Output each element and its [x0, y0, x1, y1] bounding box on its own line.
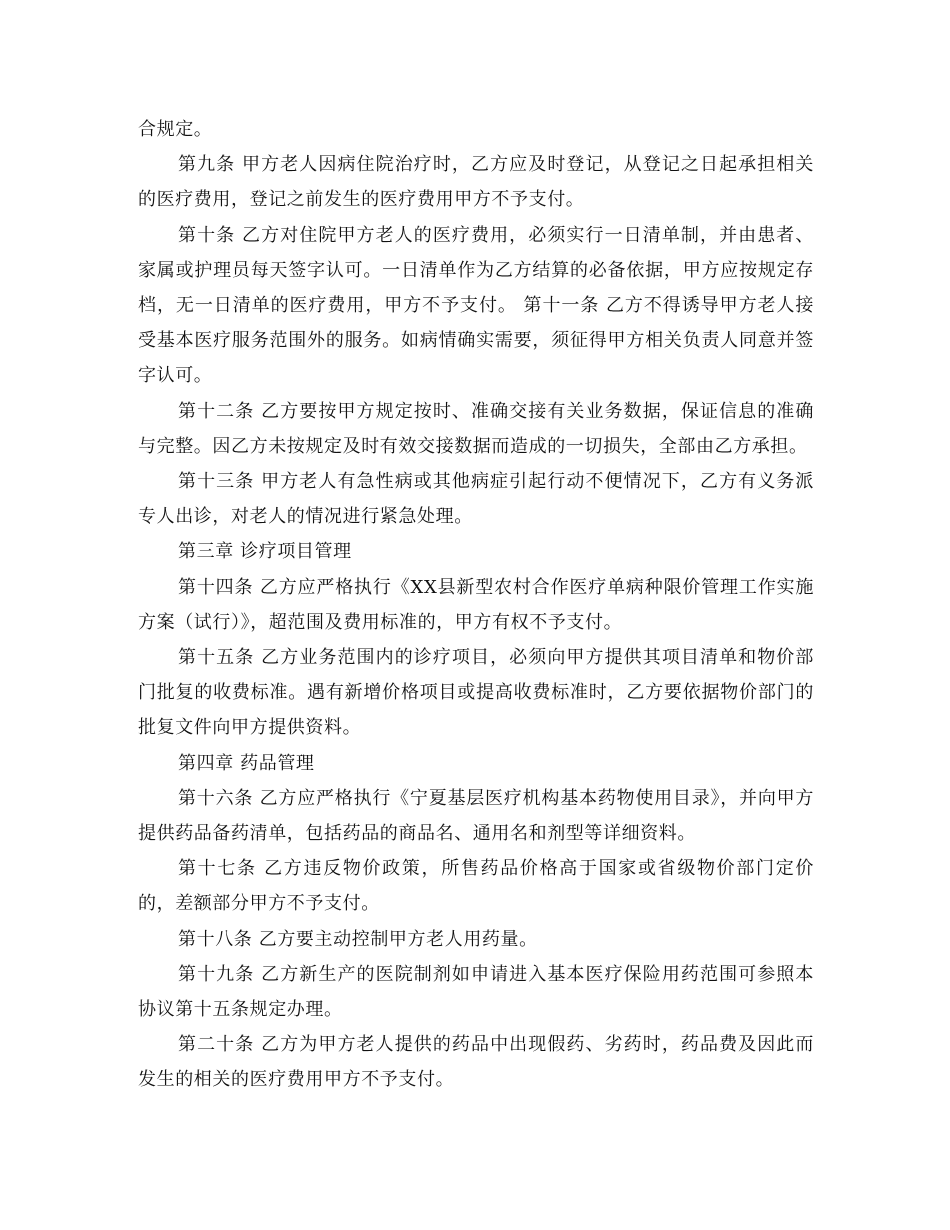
article-18: 第十八条 乙方要主动控制甲方老人用药量。	[178, 928, 538, 950]
article-14: 第十四条 乙方应严格执行《XX县新型农村合作医疗单病种限价管理工作实施方案（试行）》，超范围及费用标准的，甲方有权不予支付。	[138, 576, 814, 633]
paragraph-continuation: 合规定。	[138, 119, 213, 140]
article-10-11: 第十条 乙方对住院甲方老人的医疗费用，必须实行一日清单制，并由患者、家属或护理员每天签字认可。一日清单作为乙方结算的必备依据，甲方应按规定存档，无一日清单的医疗费用，甲方不予支付。 第十一条 乙方不得诱导甲方老人接受基本医疗服务范围外的服务。如病情确实需要，须征得甲方相关负责人同意并签字认可。	[138, 224, 814, 387]
chapter-4-heading: 第四章 药品管理	[178, 752, 315, 774]
article-17: 第十七条 乙方违反物价政策，所售药品价格高于国家或省级物价部门定价的，差额部分甲方不予支付。	[138, 858, 814, 915]
chapter-3-heading: 第三章 诊疗项目管理	[178, 541, 352, 563]
article-20: 第二十条 乙方为甲方老人提供的药品中出现假药、劣药时，药品费及因此而发生的相关的医疗费用甲方不予支付。	[138, 1034, 814, 1091]
article-16: 第十六条 乙方应严格执行《宁夏基层医疗机构基本药物使用目录》，并向甲方提供药品备药清单，包括药品的商品名、通用名和剂型等详细资料。	[138, 787, 814, 845]
article-9: 第九条 甲方老人因病住院治疗时，乙方应及时登记，从登记之日起承担相关的医疗费用，登记之前发生的医疗费用甲方不予支付。	[138, 154, 814, 211]
article-15: 第十五条 乙方业务范围内的诊疗项目，必须向甲方提供其项目清单和物价部门批复的收费标准。遇有新增价格项目或提高收费标准时，乙方要依据物价部门的批复文件向甲方提供资料。	[138, 647, 814, 739]
document-body	[138, 112, 814, 1098]
article-19: 第十九条 乙方新生产的医院制剂如申请进入基本医疗保险用药范围可参照本协议第十五条规定办理。	[138, 963, 814, 1021]
article-13: 第十三条 甲方老人有急性病或其他病症引起行动不便情况下，乙方有义务派专人出诊，对老人的情况进行紧急处理。	[138, 471, 814, 528]
article-12: 第十二条 乙方要按甲方规定按时、准确交接有关业务数据，保证信息的准确与完整。因乙方未按规定及时有效交接数据而造成的一切损失，全部由乙方承担。	[138, 400, 814, 457]
